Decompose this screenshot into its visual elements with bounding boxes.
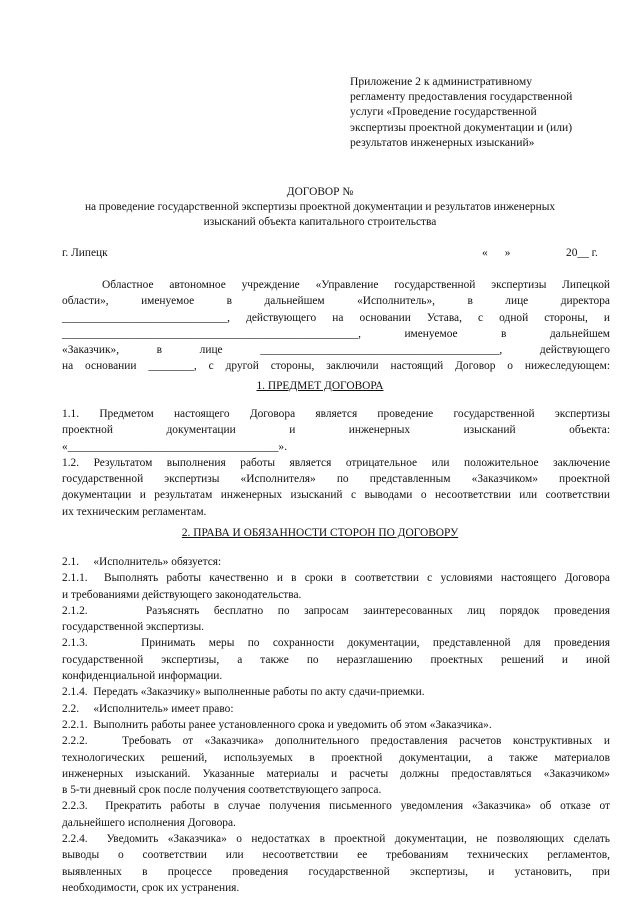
section2-line: инженерных изысканий. Указанные материалы и расчеты должны предоставляться «Заказчиком»	[62, 767, 610, 780]
section2-line: государственной экспертизы, а также по неразглашению проектных решений и иной	[62, 653, 610, 666]
annex-line: услуги «Проведение государственной	[350, 105, 537, 119]
section2-line: 2.1.4. Передать «Заказчику» выполненные работы по акту сдачи-приемки.	[62, 686, 425, 699]
annex-line: экспертизы проектной документации и (или)	[350, 120, 573, 134]
section2-line: 2.2.2. Требовать от «Заказчика» дополнительного предоставления расчетов конструктивных и	[62, 735, 610, 748]
section2-body	[62, 554, 610, 896]
section2-line: 2.1.1. Выполнять работы качественно и в сроки в соответствии с условиями настоящего Договора	[62, 572, 610, 585]
clause-1-1-line: 1.1. Предметом настоящего Договора является проведение государственной экспертизы	[62, 408, 610, 420]
section2-line: 2.1. «Исполнитель» обязуется:	[62, 556, 222, 568]
section2-line: в 5-ти дневный срок после получения соответствующего запроса.	[62, 784, 382, 797]
clause-1-2-line: 1.2. Результатом выполнения работы является отрицательное или положительное заключение	[62, 456, 610, 469]
annex-line: результатов инженерных изысканий»	[350, 135, 535, 149]
clause-1-1-line: проектной документации и инженерных изысканий объекта:	[62, 424, 610, 437]
section2-line: технологических решений, используемых в проектной документации, а также материалов	[62, 751, 610, 764]
section1-heading-wrap	[40, 378, 600, 394]
contract-subtitle-line1: на проведение государственной экспертизы проектной документации и результатов инженерных	[84, 201, 556, 213]
annex-line: регламенту предоставления государственной	[350, 90, 573, 104]
intro-line: ____________________________________________________, именуемое в дальнейшем	[62, 327, 610, 340]
section2-line: 2.2. «Исполнитель» имеет право:	[62, 702, 234, 715]
section1-heading: 1. ПРЕДМЕТ ДОГОВОРА	[256, 380, 384, 392]
section2-line: выводы о соответствии или несоответствии ее требованиям технических регламентов,	[62, 849, 610, 862]
section1-body	[62, 406, 610, 520]
intro-line: Областное автономное учреждение «Управление государственной экспертизы Липецкой	[102, 279, 610, 291]
intro-line: области», именуемое в дальнейшем «Исполнитель», в лице директора	[62, 295, 610, 308]
section2-line: 2.1.3. Принимать меры по сохранности документации, представленной для проведения	[62, 637, 610, 650]
section2-line: 2.2.1. Выполнить работы ранее установленного срока и уведомить об этом «Заказчика».	[62, 718, 492, 731]
clause-1-2-line: государственной экспертизы «Исполнителя» по представленным «Заказчиком» проектной	[62, 473, 610, 486]
annex-header	[350, 74, 620, 150]
contract-subtitle-line2: изысканий объекта капитального строительства	[203, 216, 437, 228]
section2-line: 2.2.3. Прекратить работы в случае получения письменного уведомления «Заказчика» об отказе от	[62, 800, 610, 813]
section2-line: и требованиями действующего законодательства.	[62, 588, 302, 601]
section2-heading-wrap	[40, 525, 600, 541]
date-year: 20__ г.	[566, 247, 598, 259]
section2-line: выявленных в процессе проведения государственной экспертизы, и установить, при	[62, 865, 610, 878]
intro-line: «Заказчик», в лице __________________________________________, действующего	[62, 344, 610, 357]
section2-line: 2.2.4. Уведомить «Заказчика» о недостатках в проектной документации, не позволяющих сделать	[62, 833, 610, 846]
section2-line: необходимости, срок их устранения.	[62, 881, 240, 894]
intro-line: на основании ________, с другой стороны, заключили настоящий Договор о нижеследующем:	[62, 360, 610, 373]
section2-line: дальнейшего исполнения Договора.	[62, 816, 236, 829]
intro-paragraph	[62, 277, 610, 375]
section2-heading: 2. ПРАВА И ОБЯЗАННОСТИ СТОРОН ПО ДОГОВОРУ	[181, 527, 459, 539]
clause-1-2-line: документации и результатам инженерных изысканий с выводами о несоответствии или соответствии	[62, 489, 610, 502]
clause-1-2-line: их техническим регламентам.	[62, 505, 207, 518]
city: г. Липецк	[62, 247, 108, 259]
section2-line: 2.1.2. Разъяснять бесплатно по запросам заинтересованных лиц порядок проведения	[62, 604, 610, 617]
section2-line: государственной экспертизы.	[62, 621, 204, 634]
date-quotes: « »	[482, 247, 511, 259]
contract-title: ДОГОВОР №	[286, 186, 354, 198]
clause-1-1-line: «_____________________________________».	[62, 440, 287, 453]
annex-line: Приложение 2 к административному	[350, 75, 533, 88]
section2-line: конфиденциальной информации.	[62, 670, 223, 683]
intro-line: _____________________________, действующего на основании Устава, с одной стороны, и	[62, 311, 610, 324]
